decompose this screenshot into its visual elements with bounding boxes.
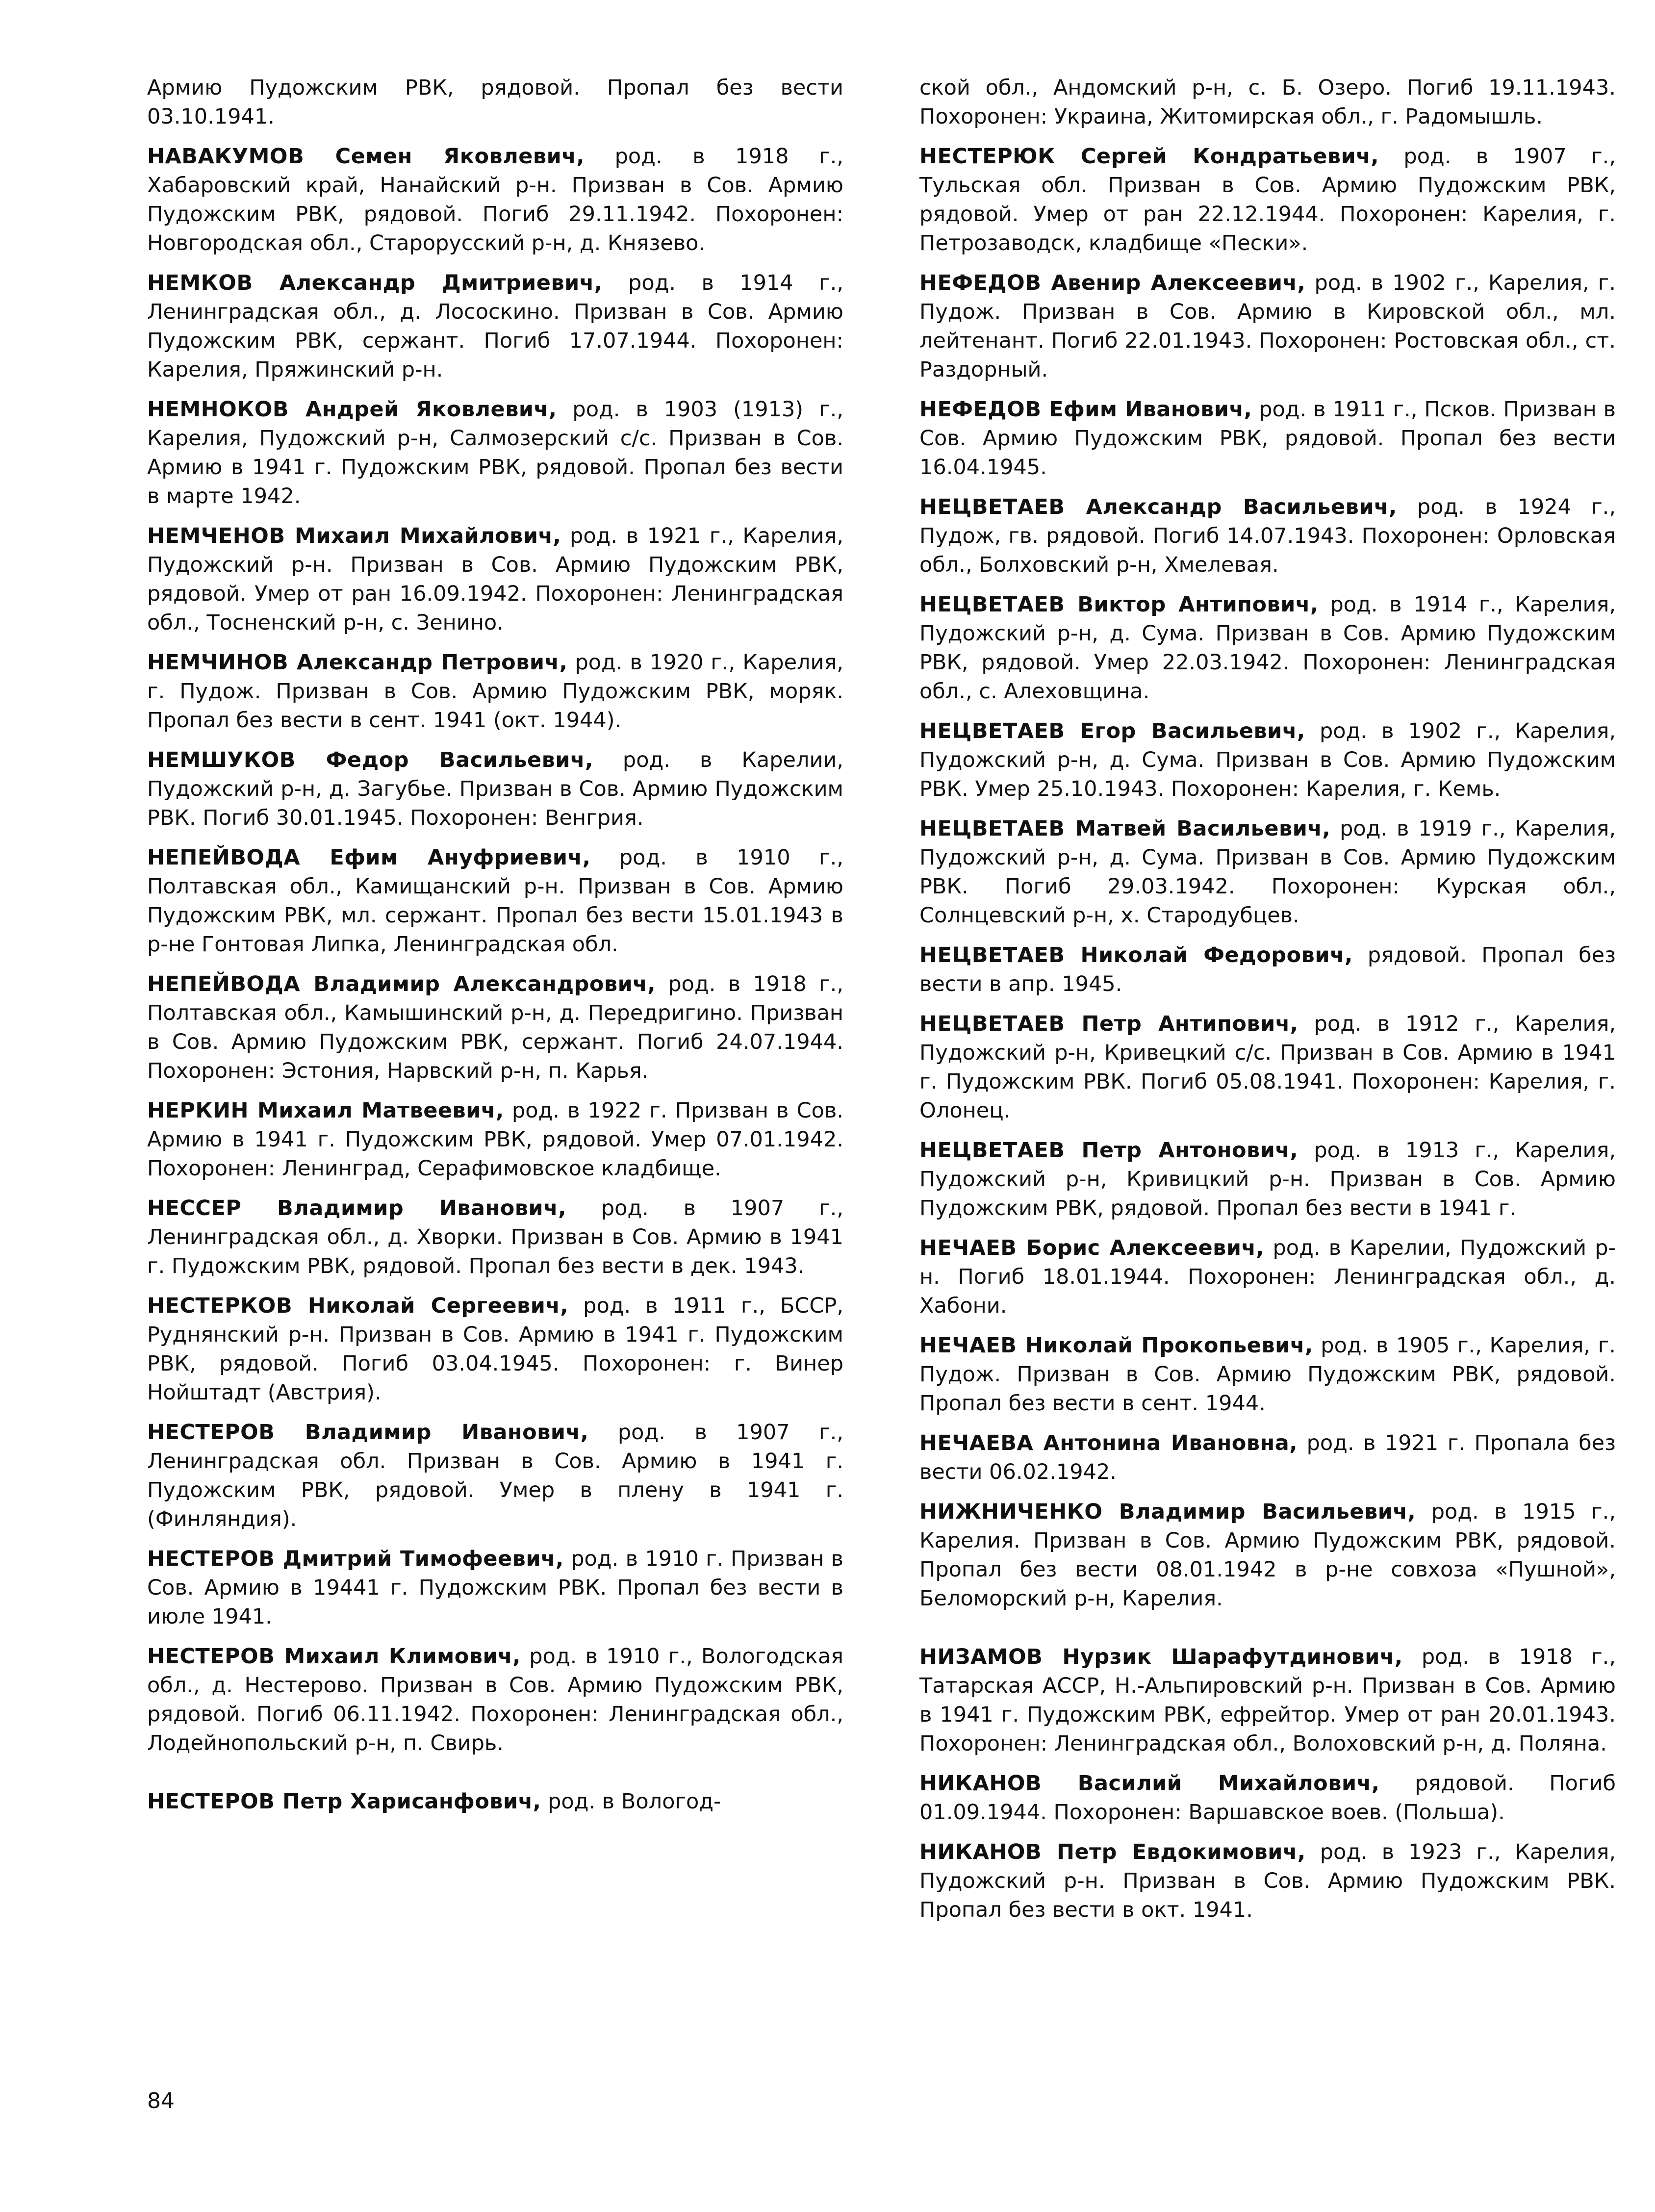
entry-name: НАВАКУМОВ Семен Яковлевич, [147,144,585,169]
list-item [147,1545,843,1631]
left-column [147,74,843,1827]
list-item [919,1498,1616,1613]
entry-text: род. в 1918 г., Хабаровский край, Нанайский р-н. Призван в Сов. Армию Пудожским РВК, рядовой. Погиб 29.11.1942. Похоронен: Новгородская обл., Старорусский р-н, д. Князево. [147,144,843,255]
entry-name: НЕМШУКОВ Федор Васильевич, [147,748,593,772]
entry-text: Армию Пудожским РВК, рядовой. Пропал без вести 03.10.1941. [147,76,843,129]
entry-text: рядовой. Погиб 01.09.1944. Похоронен: Варшавское воев. (Польша). [919,1771,1616,1825]
list-item [147,648,843,735]
entry-name: НЕЦВЕТАЕВ Александр Васильевич, [919,495,1397,519]
list-item [919,1769,1616,1827]
entry-name: НЕРКИН Михаил Матвеевич, [147,1098,504,1123]
entry-text: род. в 1915 г., Карелия. Призван в Сов. Армию Пудожским РВК, рядовой. Пропал без вести 08.01.1942 в р-не совхоза «Пушной», Беломорский р-н, Карелия. [919,1500,1616,1611]
entry-text: рядовой. Пропал без вести в апр. 1945. [919,943,1616,996]
list-item [919,1643,1616,1758]
entry-text: род. в 1910 г., Вологодская обл., д. Нестерово. Призван в Сов. Армию Пудожским РВК, рядовой. Погиб 06.11.1942. Похоронен: Ленинградская обл., Лодейнопольский р-н, п. Свирь. [147,1644,844,1755]
list-item [147,1194,843,1281]
entry-name: НЕЦВЕТАЕВ Петр Антипович, [919,1012,1299,1036]
entry-name: НЕЦВЕТАЕВ Петр Антонович, [919,1138,1299,1163]
entry-name: НЕСТЕРОВ Владимир Иванович, [147,1420,589,1445]
entry-name: НИЖНИЧЕНКО Владимир Васильевич, [919,1500,1416,1524]
entry-name: НЕФЕДОВ Авенир Алексеевич, [919,271,1306,295]
entry-text: род. в 1910 г. Призван в Сов. Армию в 19441 г. Пудожским РВК. Пропал без вести в июле 1941. [147,1547,844,1629]
entry-name: НЕССЕР Владимир Иванович, [147,1196,566,1220]
list-item [147,970,843,1086]
entry-name: НЕЧАЕВА Антонина Ивановна, [919,1431,1298,1455]
list-item [919,814,1616,930]
entry-text: род. в Карелии, Пудожский р-н, д. Загубье. Призван в Сов. Армию Пудожским РВК. Погиб 30.01.1945. Похоронен: Венгрия. [147,748,844,830]
entry-text: род. в 1910 г., Полтавская обл., Камищанский р-н. Призван в Сов. Армию Пудожским РВК, мл. сержант. Пропал без вести 15.01.1943 в р-не Гонтовая Липка, Ленинградская обл. [147,845,843,957]
list-item [919,717,1616,804]
entry-name: НЕЦВЕТАЕВ Егор Васильевич, [919,719,1305,743]
entry-text: род. в 1907 г., Тульская обл. Призван в Сов. Армию Пудожским РВК, рядовой. Умер от ран 22.12.1944. Похоронен: Карелия, г. Петрозаводск, кладбище «Пески». [919,144,1616,255]
list-item [919,493,1616,580]
list-item [919,1136,1616,1223]
entry-name: НЕЦВЕТАЕВ Виктор Антипович, [919,592,1319,617]
list-item [919,1010,1616,1125]
entry-text: ской обл., Андомский р-н, с. Б. Озеро. Погиб 19.11.1943. Похоронен: Украина, Житомирская обл., г. Радомышль. [919,76,1616,129]
entry-text: род. в 1923 г., Карелия, Пудожский р-н. Призван в Сов. Армию Пудожским РВК. Пропал без вести в окт. 1941. [919,1840,1616,1922]
entry-name: НЕСТЕРОВ Дмитрий Тимофеевич, [147,1547,564,1571]
entry-name: НЕСТЕРКОВ Николай Сергеевич, [147,1294,569,1318]
entry-name: НЕМЧИНОВ Александр Петрович, [147,650,568,675]
list-item [147,1292,843,1407]
list-item [147,142,843,258]
entry-text: род. в Карелии, Пудожский р-н. Погиб 18.01.1944. Похоронен: Ленинградская обл., д. Хабони. [919,1236,1616,1318]
right-column [919,74,1616,1935]
entry-name: НЕСТЕРЮК Сергей Кондратьевич, [919,144,1379,169]
entry-text: род. в 1919 г., Карелия, Пудожский р-н, д. Сума. Призван в Сов. Армию Пудожским РВК. Погиб 29.03.1942. Похоронен: Курская обл., Солнцевский р-н, х. Стародубцев. [919,816,1616,928]
entry-text: род. в 1914 г., Ленинградская обл., д. Лососкино. Призван в Сов. Армию Пудожским РВК, сержант. Погиб 17.07.1944. Похоронен: Карелия, Пряжинский р-н. [147,271,843,382]
entry-name: НЕМЧЕНОВ Михаил Михайлович, [147,524,561,548]
list-item [147,1096,843,1183]
list-item [147,522,843,637]
entry-text: род. в 1922 г. Призван в Сов. Армию в 1941 г. Пудожским РВК, рядовой. Умер 07.01.1942. Похоронен: Ленинград, Серафимовское кладбище. [147,1098,843,1181]
list-item [147,1787,843,1816]
list-item [147,269,843,384]
entry-text: род. в 1907 г., Ленинградская обл. Призван в Сов. Армию в 1941 г. Пудожским РВК, рядовой. Умер в плену в 1941 г. (Финляндия). [147,1420,843,1531]
list-item [147,1418,843,1534]
list-item [919,1331,1616,1418]
entry-text: род. в Вологод- [541,1789,721,1814]
entry-name: НЕПЕЙВОДА Владимир Александрович, [147,972,656,996]
entry-name: НЕЧАЕВ Николай Прокопьевич, [919,1333,1313,1358]
entry-text: род. в 1911 г., Псков. Призван в Сов. Армию Пудожским РВК, рядовой. Пропал без вести 16.04.1945. [919,397,1616,480]
list-item [919,1838,1616,1925]
list-item [919,395,1616,482]
entry-name: НЕМНОКОВ Андрей Яковлевич, [147,397,557,422]
entry-text: род. в 1902 г., Карелия, г. Пудож. Призван в Сов. Армию в Кировской обл., мл. лейтенант. Погиб 22.01.1943. Похоронен: Ростовская обл., ст. Раздорный. [919,271,1616,382]
entry-text: род. в 1921 г. Пропала без вести 06.02.1942. [919,1431,1616,1484]
entry-name: НЕПЕЙВОДА Ефим Ануфриевич, [147,845,591,870]
list-item [919,269,1616,384]
entry-name: НЕЦВЕТАЕВ Николай Федорович, [919,943,1353,967]
entry-text: род. в 1911 г., БССР, Руднянский р-н. Призван в Сов. Армию в 1941 г. Пудожским РВК, рядовой. Погиб 03.04.1945. Похоронен: г. Винер Нойштадт (Австрия). [147,1294,843,1405]
entry-text: род. в 1918 г., Татарская АССР, Н.-Альпировский р-н. Призван в Сов. Армию в 1941 г. Пудожским РВК, ефрейтор. Умер от ран 20.01.1943. Похоронен: Ленинградская обл., Волоховский р-н, д. Поляна. [919,1645,1616,1756]
list-item [919,1429,1616,1487]
entry-text: род. в 1920 г., Карелия, г. Пудож. Призван в Сов. Армию Пудожским РВК, моряк. Пропал без вести в сент. 1941 (окт. 1944). [147,650,843,733]
entry-text: род. в 1913 г., Карелия, Пудожский р-н, Кривицкий р-н. Призван в Сов. Армию Пудожским РВК, рядовой. Пропал без вести в 1941 г. [919,1138,1616,1220]
entry-name: НЕМКОВ Александр Дмитриевич, [147,271,603,295]
entry-text: род. в 1918 г., Полтавская обл., Камышинский р-н, д. Передригино. Призван в Сов. Армию Пудожским РВК, сержант. Погиб 24.07.1944. Похоронен: Эстония, Нарвский р-н, п. Карья. [147,972,843,1083]
entry-name: НЕСТЕРОВ Петр Харисанфович, [147,1789,541,1814]
entry-text: род. в 1921 г., Карелия, Пудожский р-н. Призван в Сов. Армию Пудожским РВК, рядовой. Умер от ран 16.09.1942. Похоронен: Ленинградская обл., Тосненский р-н, с. Зенино. [147,524,843,635]
list-item [147,74,843,131]
list-item [919,1234,1616,1321]
entry-name: НИЗАМОВ Нурзик Шарафутдинович, [919,1645,1403,1669]
list-item [147,746,843,833]
entry-name: НЕЧАЕВ Борис Алексеевич, [919,1236,1265,1260]
list-item [919,74,1616,131]
entry-text: род. в 1903 (1913) г., Карелия, Пудожский р-н, Салмозерский с/с. Призван в Сов. Армию в 1941 г. Пудожским РВК, рядовой. Пропал без вести в марте 1942. [147,397,843,509]
entry-name: НЕФЕДОВ Ефим Иванович, [919,397,1252,422]
entry-name: НИКАНОВ Петр Евдокимович, [919,1840,1306,1864]
entry-text: род. в 1907 г., Ленинградская обл., д. Хворки. Призван в Сов. Армию в 1941 г. Пудожским РВК, рядовой. Пропал без вести в дек. 1943. [147,1196,843,1278]
entry-text: род. в 1902 г., Карелия, Пудожский р-н, д. Сума. Призван в Сов. Армию Пудожским РВК. Умер 25.10.1943. Похоронен: Карелия, г. Кемь. [919,719,1616,801]
list-item [919,142,1616,258]
entry-name: НЕЦВЕТАЕВ Матвей Васильевич, [919,816,1331,841]
entry-text: род. в 1914 г., Карелия, Пудожский р-н, д. Сума. Призван в Сов. Армию Пудожским РВК, рядовой. Умер 22.03.1942. Похоронен: Ленинградская обл., с. Алеховщина. [919,592,1616,704]
entry-name: НИКАНОВ Василий Михайлович, [919,1771,1380,1796]
entry-text: род. в 1905 г., Карелия, г. Пудож. Призван в Сов. Армию Пудожским РВК, рядовой. Пропал без вести в сент. 1944. [919,1333,1616,1416]
list-item [147,395,843,511]
entry-name: НЕСТЕРОВ Михаил Климович, [147,1644,521,1669]
list-item [147,1642,843,1758]
list-item [919,941,1616,999]
list-item [919,590,1616,706]
entry-text: род. в 1924 г., Пудож, гв. рядовой. Погиб 14.07.1943. Похоронен: Орловская обл., Болховский р-н, Хмелевая. [919,495,1616,577]
entry-text: род. в 1912 г., Карелия, Пудожский р-н, Кривецкий с/с. Призван в Сов. Армию в 1941 г. Пудожским РВК. Погиб 05.08.1941. Похоронен: Карелия, г. Олонец. [919,1012,1616,1123]
list-item [147,843,843,959]
page-number: 84 [147,2088,175,2113]
